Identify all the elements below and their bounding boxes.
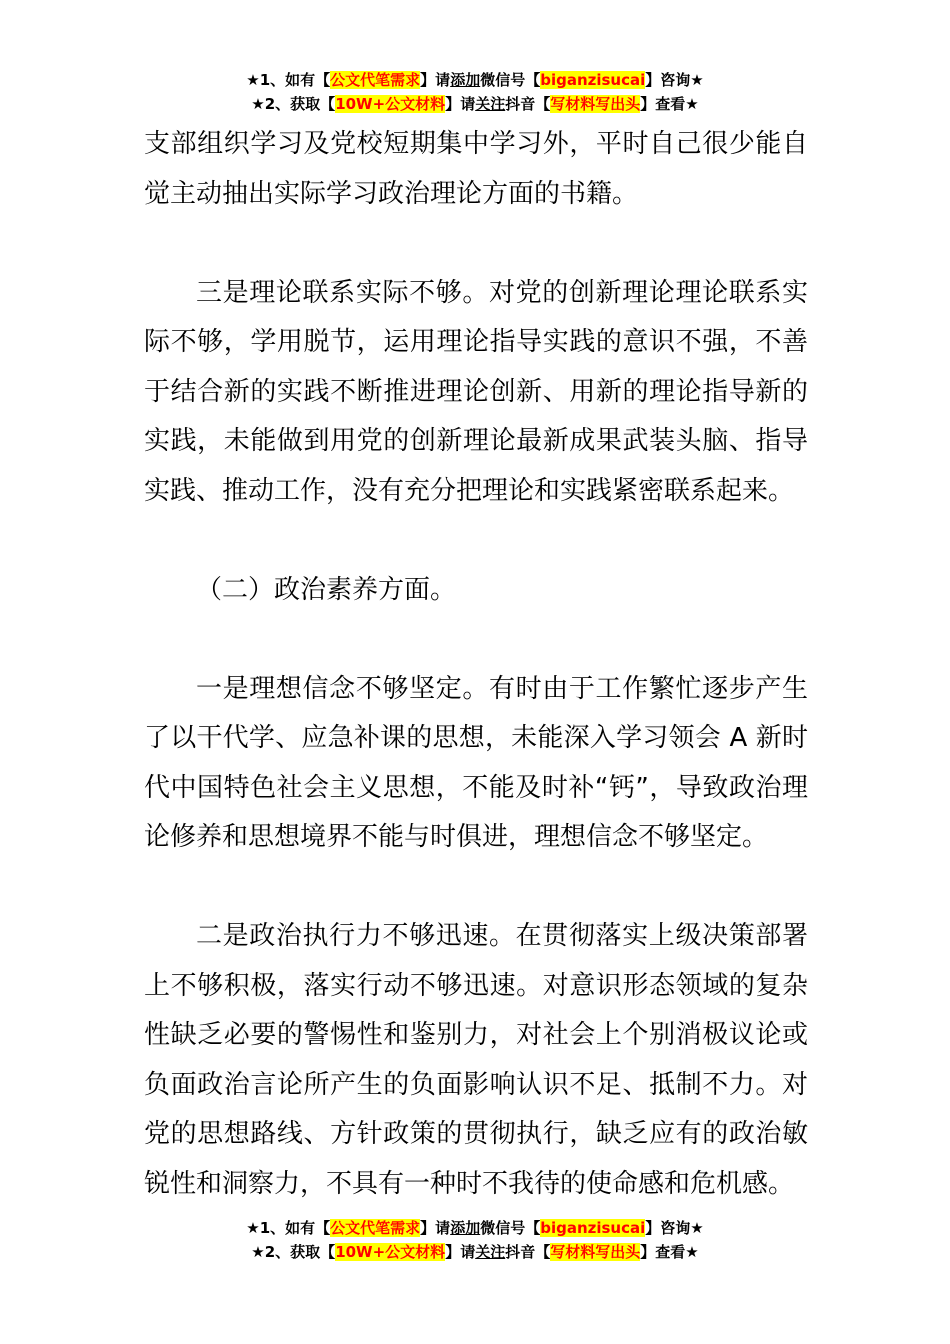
footer-banner-line-1 [0,1216,950,1240]
paragraph-political-execution: 二是政治执行力不够迅速。在贯彻落实上级决策部署上不够积极，落实行动不够迅速。对意识形态领域的复杂性缺乏必要的警惕性和鉴别力，对社会上个别消极议论或负面政治言论所产生的负面影响认识不足、抵制不力。对党的思想路线、方针政策的贯彻执行，缺乏应有的政治敏锐性和洞察力，不具有一种时不我待的使命感和危机感。 [144,921,808,1199]
banner-text: ★2、获取【 [251,1243,336,1261]
banner-text: 抖音【 [505,1243,551,1261]
underlined-follow: 关注 [475,1243,506,1261]
banner-text: ★1、如有【 [246,1219,331,1237]
highlight-douyin-account: 写材料写出头 [550,1243,641,1261]
header-banner-line-2 [0,92,950,116]
paragraph-continuation: 支部组织学习及党校短期集中学习外，平时自己很少能自觉主动抽出实际学习政治理论方面的书籍。 [144,129,808,209]
paragraph-ideals-beliefs: 一是理想信念不够坚定。有时由于工作繁忙逐步产生了以干代学、应急补课的思想，未能深入学习领会 A 新时代中国特色社会主义思想，不能及时补“钙”，导致政治理论修养和思想境界不能与时俱进，理想信念不够坚定。 [144,673,808,852]
highlight-wechat-id: biganzisucai [540,71,646,89]
highlight-materials: 10W+公文材料 [335,95,446,113]
highlight-ghostwriting: 公文代笔需求 [330,71,421,89]
footer-banner-line-2 [0,1240,950,1264]
banner-text: ★1、如有【 [246,71,331,89]
document-body [144,120,808,1209]
header-banner-line-1 [0,68,950,92]
banner-text: 抖音【 [505,95,551,113]
section-heading-political-literacy: （二）政治素养方面。 [196,574,457,605]
underlined-add: 添加 [450,1219,481,1237]
highlight-douyin-account: 写材料写出头 [550,95,641,113]
banner-text: 】咨询★ [645,1219,704,1237]
underlined-add: 添加 [450,71,481,89]
banner-text: 】查看★ [640,1243,699,1261]
underlined-follow: 关注 [475,95,506,113]
highlight-ghostwriting: 公文代笔需求 [330,1219,421,1237]
banner-text: 微信号【 [480,71,541,89]
banner-text: 微信号【 [480,1219,541,1237]
highlight-materials: 10W+公文材料 [335,1243,446,1261]
paragraph-theory-practice: 三是理论联系实际不够。对党的创新理论理论联系实际不够，学用脱节，运用理论指导实践的意识不强，不善于结合新的实践不断推进理论创新、用新的理论指导新的实践，未能做到用党的创新理论最新成果武装头脑、指导实践、推动工作，没有充分把理论和实践紧密联系起来。 [144,277,808,506]
footer-banner [0,1216,950,1264]
banner-text: 】咨询★ [645,71,704,89]
banner-text: 】查看★ [640,95,699,113]
header-banner [0,68,950,116]
banner-text: 】请 [420,71,451,89]
banner-text: 】请 [445,95,476,113]
banner-text: 】请 [420,1219,451,1237]
banner-text: 】请 [445,1243,476,1261]
banner-text: ★2、获取【 [251,95,336,113]
highlight-wechat-id: biganzisucai [540,1219,646,1237]
